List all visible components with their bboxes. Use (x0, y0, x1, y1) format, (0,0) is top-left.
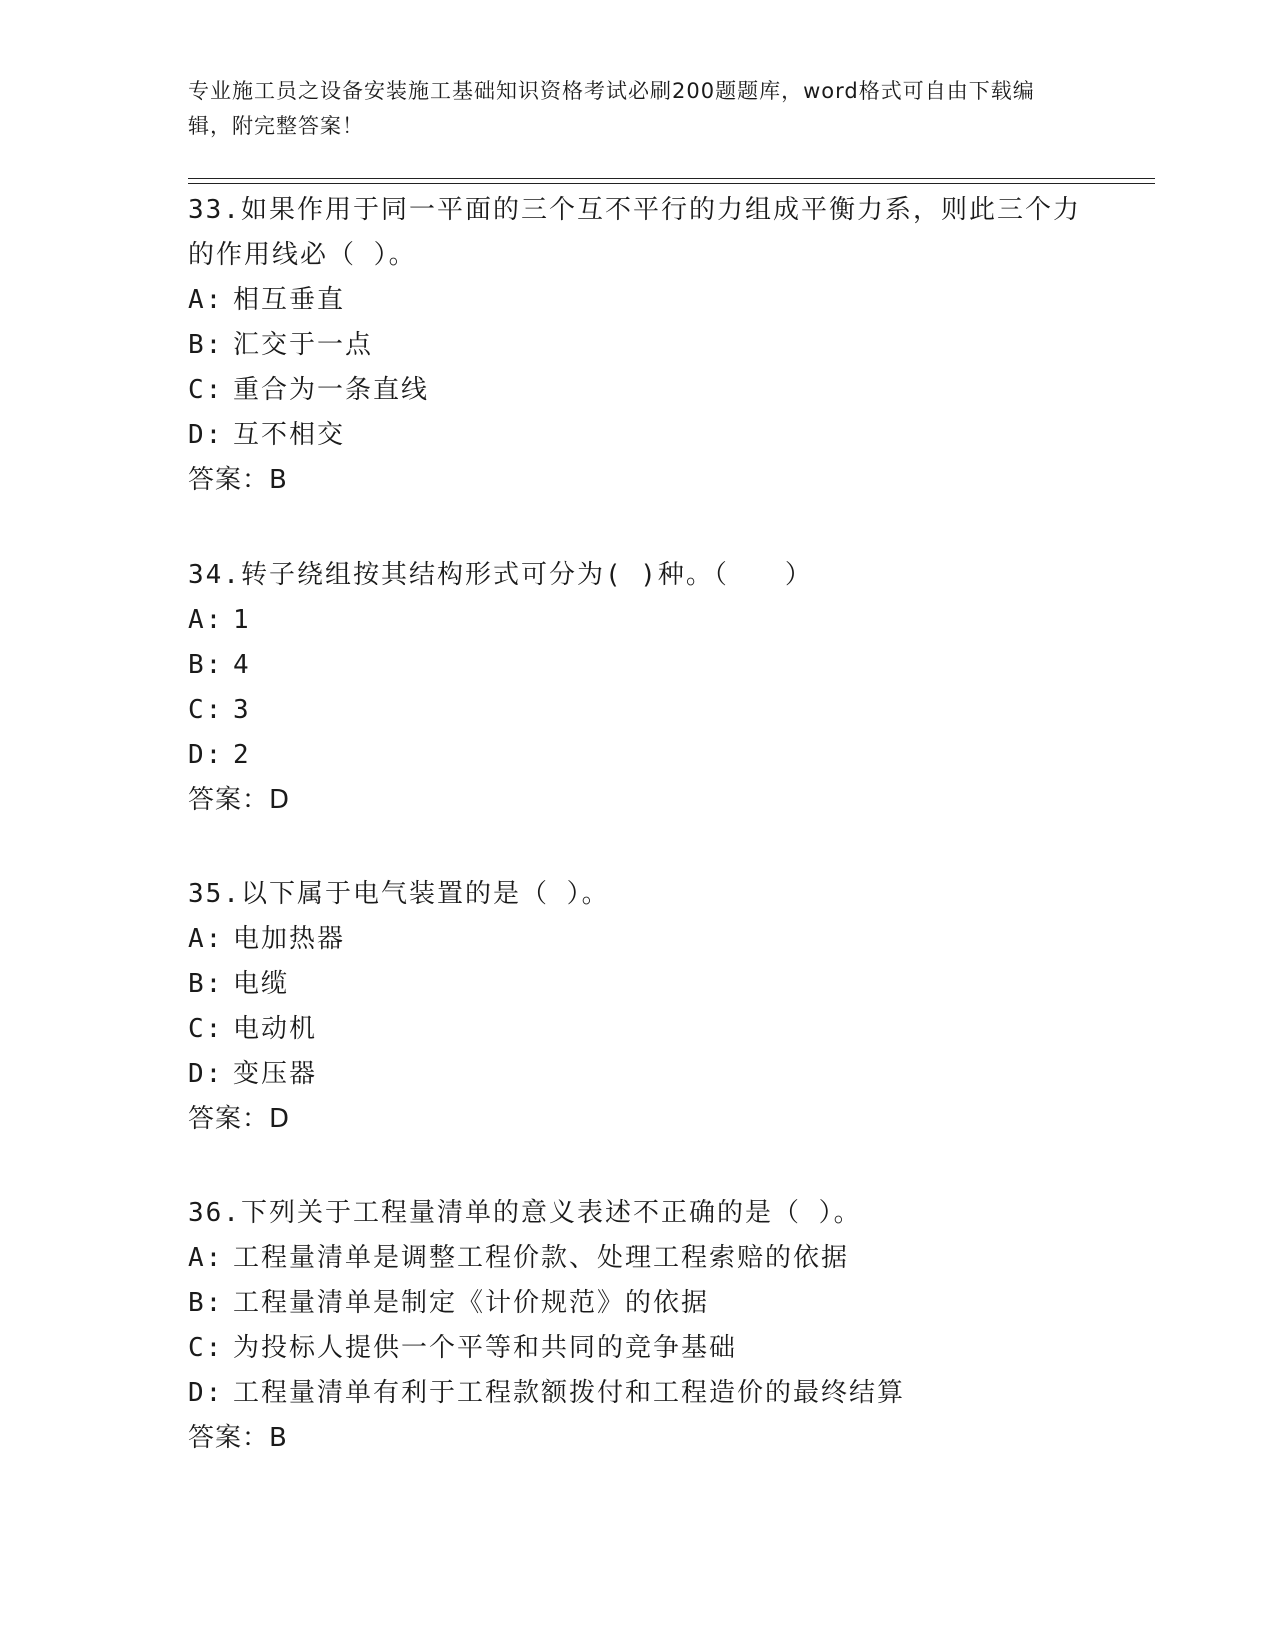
question-option (188, 278, 1088, 323)
question-option (188, 413, 1088, 458)
option-letter: A: (188, 924, 224, 954)
option-letter: B: (188, 650, 224, 680)
question-title: 36.下列关于工程量清单的意义表述不正确的是（ ）。 (188, 1198, 862, 1228)
option-text: 工程量清单是制定《计价规范》的依据 (233, 1288, 710, 1318)
question-option (188, 598, 1088, 643)
question-title: 33.如果作用于同一平面的三个互不平行的力组成平衡力系，则此三个力的作用线必（ ）。 (188, 195, 1081, 270)
question-option (188, 323, 1088, 368)
option-letter: D: (188, 1059, 224, 1089)
header-divider-top (188, 178, 1155, 179)
option-letter: B: (188, 969, 224, 999)
option-letter: C: (188, 695, 224, 725)
question-answer: 答案：D (188, 1104, 291, 1134)
option-text: 工程量清单是调整工程价款、处理工程索赔的依据 (233, 1243, 850, 1273)
option-letter: A: (188, 605, 224, 635)
option-text: 1 (233, 605, 251, 635)
question-option (188, 1007, 1088, 1052)
header-divider-bottom (188, 183, 1155, 184)
option-text: 4 (233, 650, 251, 680)
question-option (188, 1326, 1088, 1371)
option-text: 相互垂直 (233, 285, 346, 315)
question-option (188, 1052, 1088, 1097)
option-text: 2 (233, 740, 251, 770)
option-text: 3 (233, 695, 251, 725)
question-title: 35.以下属于电气装置的是（ ）。 (188, 879, 610, 909)
question-option (188, 917, 1088, 962)
question-option (188, 1281, 1088, 1326)
option-letter: A: (188, 285, 224, 315)
question-block (188, 188, 1088, 503)
option-text: 工程量清单有利于工程款额拨付和工程造价的最终结算 (233, 1378, 906, 1408)
question-option (188, 688, 1088, 733)
question-answer: 答案：B (188, 465, 288, 495)
option-letter: D: (188, 420, 224, 450)
question-option (188, 733, 1088, 778)
option-letter: D: (188, 740, 224, 770)
option-letter: C: (188, 1014, 224, 1044)
question-option (188, 1371, 1088, 1416)
option-text: 电加热器 (233, 924, 346, 954)
option-text: 电缆 (233, 969, 290, 999)
option-letter: C: (188, 1333, 224, 1363)
option-letter: A: (188, 1243, 224, 1273)
question-answer: 答案：B (188, 1423, 288, 1453)
question-option (188, 643, 1088, 688)
option-text: 互不相交 (233, 420, 346, 450)
option-letter: D: (188, 1378, 224, 1408)
option-text: 为投标人提供一个平等和共同的竞争基础 (233, 1333, 738, 1363)
option-text: 汇交于一点 (233, 330, 374, 360)
question-answer: 答案：D (188, 785, 291, 815)
question-block (188, 872, 1088, 1142)
question-option (188, 962, 1088, 1007)
question-option (188, 1236, 1088, 1281)
option-text: 电动机 (233, 1014, 318, 1044)
option-letter: C: (188, 375, 224, 405)
option-text: 变压器 (233, 1059, 318, 1089)
question-title: 34.转子绕组按其结构形式可分为( )种。（ ） (188, 560, 813, 590)
option-letter: B: (188, 330, 224, 360)
question-block (188, 1191, 1088, 1461)
question-block (188, 553, 1088, 823)
document-header: 专业施工员之设备安装施工基础知识资格考试必刷200题题库，word格式可自由下载编辑，附完整答案！ (188, 79, 1035, 138)
option-text: 重合为一条直线 (233, 375, 430, 405)
option-letter: B: (188, 1288, 224, 1318)
question-option (188, 368, 1088, 413)
